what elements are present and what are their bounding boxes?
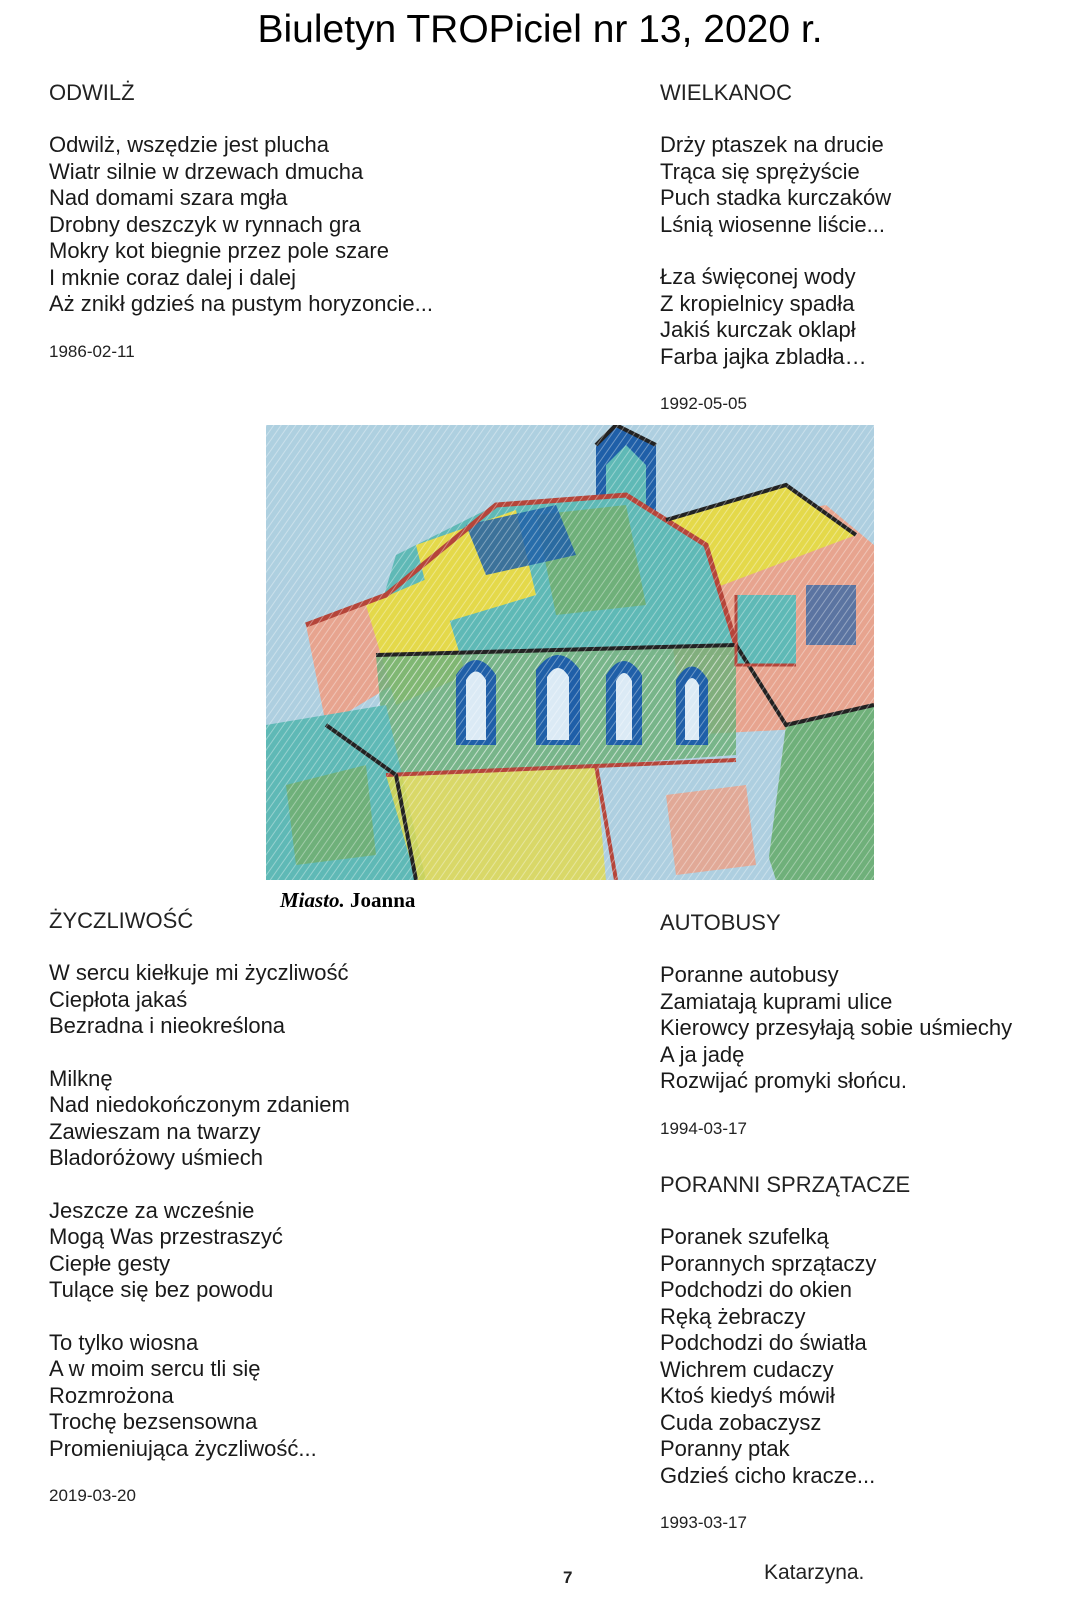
poem-lines xyxy=(660,132,891,370)
poem-line: Nad domami szara mgła xyxy=(49,185,288,210)
poem-line: Ktoś kiedyś mówił xyxy=(660,1383,835,1408)
poem-date: 1993-03-17 xyxy=(660,1513,747,1532)
poem-line: Mokry kot biegnie przez pole szare xyxy=(49,238,389,263)
poem-line: Drobny deszczyk w rynnach gra xyxy=(49,211,361,237)
poem-date: 2019-03-20 xyxy=(49,1486,136,1505)
poem-line: Wichrem cudaczy xyxy=(660,1356,834,1382)
poem-lines xyxy=(49,960,350,1462)
poem-date: 1986-02-11 xyxy=(49,341,135,361)
poem-line: Podchodzi do światła xyxy=(660,1330,867,1355)
poem-autobusy xyxy=(660,910,1012,1139)
poem-line: A w moim sercu tli się xyxy=(49,1356,261,1381)
poem-title: AUTOBUSY xyxy=(660,910,781,935)
poem-date: 1994-03-17 xyxy=(660,1118,747,1138)
poem-line: Milknę xyxy=(49,1065,113,1091)
poem-line: Drży ptaszek na drucie xyxy=(660,132,884,157)
poem-title: ODWILŻ xyxy=(49,80,135,105)
poem-line: Poranek szufelką xyxy=(660,1224,829,1249)
poem-date: 1992-05-05 xyxy=(660,394,747,413)
author-signature: Katarzyna. xyxy=(764,1561,865,1584)
poem-line: Odwilż, wszędzie jest plucha xyxy=(49,132,330,157)
poem-line: Trąca się sprężyście xyxy=(660,158,860,184)
poem-title: ŻYCZLIWOŚĆ xyxy=(49,908,194,933)
poem-zyczliwosc xyxy=(49,908,350,1506)
caption-title: Miasto. xyxy=(280,888,345,912)
poem-line: Zawieszam na twarzy xyxy=(49,1118,261,1144)
poem-stanza xyxy=(49,1066,350,1172)
poem-line: Poranne autobusy xyxy=(660,962,839,987)
poem-line: Kierowcy przesyłają sobie uśmiechy xyxy=(660,1015,1013,1040)
poem-line: Rozmrożona xyxy=(49,1382,174,1408)
poem-title: WIELKANOC xyxy=(660,80,793,105)
poem-stanza xyxy=(660,962,1012,1095)
painting-miasto xyxy=(266,425,874,880)
poem-lines xyxy=(660,1224,910,1489)
poem-line: Bladoróżowy uśmiech xyxy=(49,1145,263,1170)
poem-stanza xyxy=(49,132,433,318)
poem-line: Łza święconej wody xyxy=(660,264,856,289)
poem-line: Podchodzi do okien xyxy=(660,1277,853,1302)
poem-line: Wiatr silnie w drzewach dmucha xyxy=(49,158,364,184)
poem-line: Zamiatają kuprami ulice xyxy=(660,988,893,1014)
poem-stanza xyxy=(49,1330,350,1463)
poem-stanza xyxy=(49,960,350,1040)
poem-line: To tylko wiosna xyxy=(49,1329,199,1355)
poem-line: Promieniująca życzliwość... xyxy=(49,1435,317,1461)
poem-stanza xyxy=(660,264,891,370)
page-header: Biuletyn TROPiciel nr 13, 2020 r. xyxy=(257,8,823,51)
poem-line: Ciepłe gesty xyxy=(49,1250,171,1276)
poem-odwilz xyxy=(49,80,433,362)
poem-line: Farba jajka zbladła… xyxy=(660,343,867,369)
painting-image xyxy=(266,425,874,880)
poem-line: Gdzieś cicho kracze... xyxy=(660,1462,876,1488)
poem-line: Z kropielnicy spadła xyxy=(660,290,855,316)
poem-line: I mknie coraz dalej i dalej xyxy=(49,264,297,290)
poem-line: Trochę bezsensowna xyxy=(49,1409,258,1434)
poem-title: PORANNI SPRZĄTACZE xyxy=(660,1172,911,1197)
poem-line: A ja jadę xyxy=(660,1041,745,1067)
poem-stanza xyxy=(49,1198,350,1304)
poem-stanza xyxy=(660,1224,910,1489)
poem-line: Ciepłota jakaś xyxy=(49,986,188,1012)
poem-line: Porannych sprzątaczy xyxy=(660,1250,877,1276)
poem-wielkanoc xyxy=(660,80,891,414)
poem-lines xyxy=(49,132,433,318)
poem-line: Mogą Was przestraszyć xyxy=(49,1224,283,1249)
poem-line: Poranny ptak xyxy=(660,1436,790,1461)
poem-lines xyxy=(660,962,1012,1095)
poem-line: Nad niedokończonym zdaniem xyxy=(49,1092,350,1117)
poem-line: Puch stadka kurczaków xyxy=(660,185,892,210)
poem-stanza xyxy=(660,132,891,238)
poem-line: W sercu kiełkuje mi życzliwość xyxy=(49,960,349,985)
poem-line: Cuda zobaczysz xyxy=(660,1409,822,1435)
poem-line: Jakiś kurczak oklapł xyxy=(660,317,856,342)
poem-line: Bezradna i nieokreślona xyxy=(49,1013,286,1038)
page-number: 7 xyxy=(563,1568,573,1587)
poem-line: Jeszcze za wcześnie xyxy=(49,1197,255,1223)
poem-line: Aż znikł gdzieś na pustym horyzoncie... xyxy=(49,291,433,316)
poem-line: Ręką żebraczy xyxy=(660,1303,806,1329)
caption-author: Joanna xyxy=(344,888,416,912)
poem-line: Rozwijać promyki słońcu. xyxy=(660,1068,907,1093)
poem-line: Tulące się bez powodu xyxy=(49,1277,274,1302)
poem-line: Lśnią wiosenne liście... xyxy=(660,211,886,237)
poem-sprzatacze xyxy=(660,1172,910,1533)
